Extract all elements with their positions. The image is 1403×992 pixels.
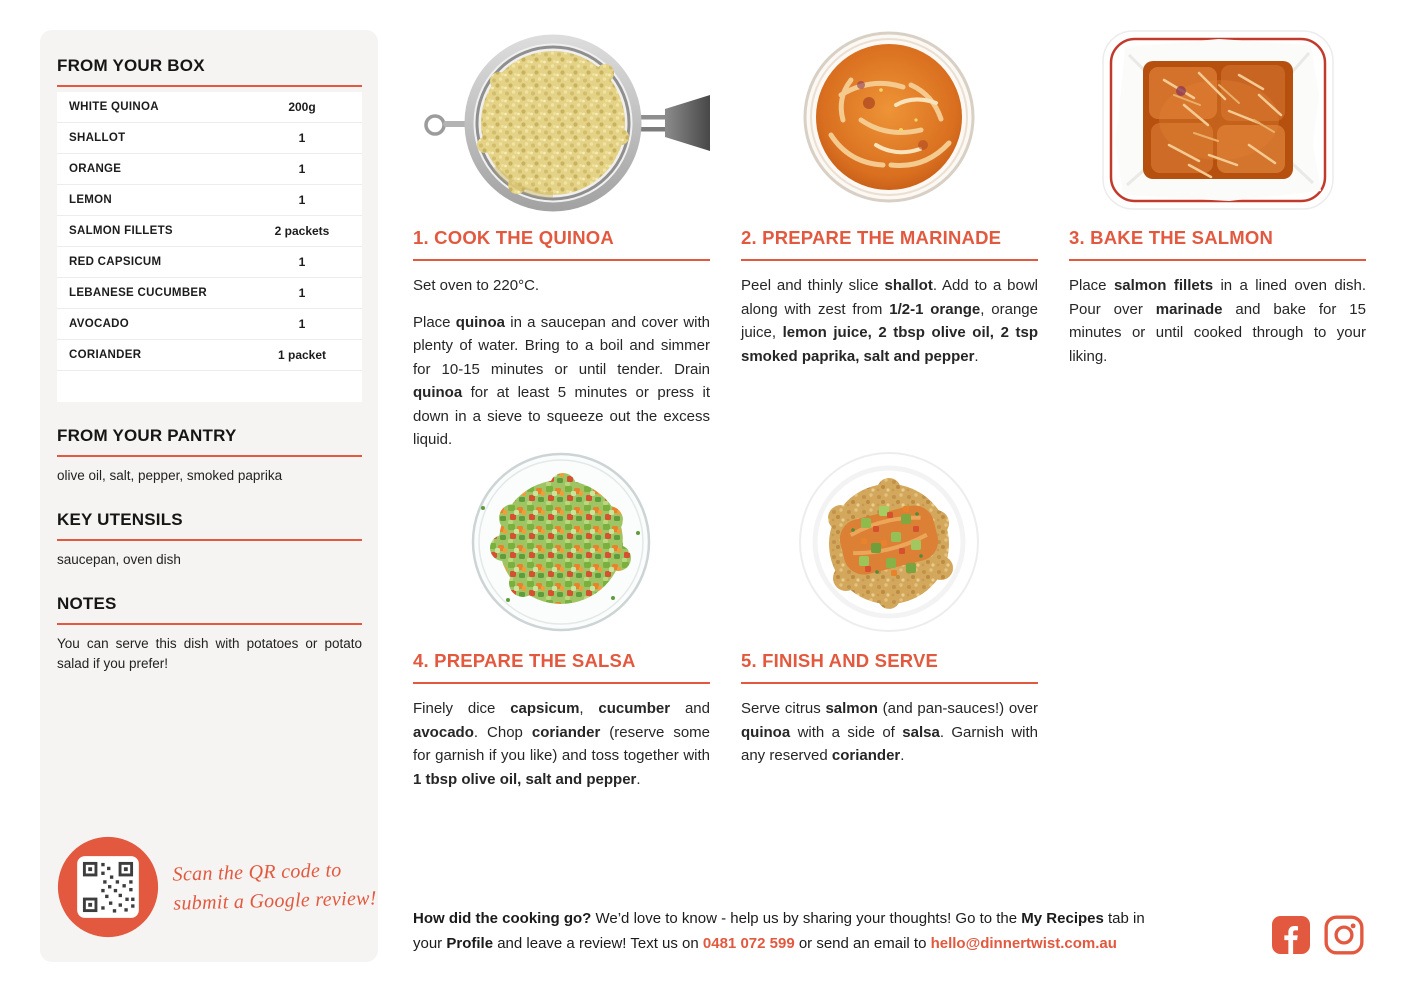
- ingredient-name: AVOCADO: [69, 318, 130, 330]
- qr-code: [55, 834, 161, 940]
- step-3-title: 3. BAKE THE SALMON: [1069, 227, 1366, 261]
- footer-message: [413, 907, 1145, 956]
- table-row: [57, 154, 362, 185]
- table-row: [57, 92, 362, 123]
- table-row: [57, 340, 362, 371]
- step-5-title: 5. FINISH AND SERVE: [741, 650, 1038, 684]
- ingredient-qty: 1: [298, 131, 306, 145]
- ingredient-qty: 1: [298, 193, 306, 207]
- salmon-dish-photo: [1069, 25, 1366, 217]
- step-5: [741, 448, 1038, 768]
- step-2: [741, 25, 1038, 368]
- table-row: [57, 123, 362, 154]
- ingredient-name: ORANGE: [69, 163, 122, 175]
- ingredient-qty: 2 packets: [274, 224, 330, 238]
- notes-section: [57, 594, 362, 674]
- key-utensils-section: [57, 510, 362, 570]
- ingredient-qty: 200g: [288, 100, 316, 114]
- utensils-text: saucepan, oven dish: [57, 552, 181, 567]
- qr-caption: [172, 855, 377, 918]
- utensils-section-title: KEY UTENSILS: [57, 510, 362, 541]
- footer-line-1: How did the cooking go? We’d love to know - help us by sharing your thoughts! Go to the My Recipes tab in: [413, 910, 1145, 927]
- from-your-box-section: [57, 56, 362, 402]
- plated-dish-photo: [741, 448, 1038, 640]
- email-link[interactable]: hello@dinnertwist.com.au: [930, 934, 1117, 952]
- ingredient-qty: 1: [298, 317, 306, 331]
- pantry-items-text: olive oil, salt, pepper, smoked paprika: [57, 468, 283, 483]
- notes-section-title: NOTES: [57, 594, 362, 625]
- sidebar: [40, 30, 378, 962]
- step-1-title: 1. COOK THE QUINOA: [413, 227, 710, 261]
- step-2-paragraph-1: Peel and thinly slice shallot. Add to a bowl along with zest from 1/2-1 orange, orange juice, lemon juice, 2 tbsp olive oil, 2 tsp smoked paprika, salt and pepper.: [741, 277, 1039, 365]
- review-qr-block: [55, 834, 376, 940]
- step-1-paragraph-1: Set oven to 220°C.: [413, 277, 540, 294]
- step-4-paragraph-1: Finely dice capsicum, cucumber and avocado. Chop coriander (reserve some for garnish if you like) and toss together with 1 tbsp olive oil, salt and pepper.: [413, 700, 710, 788]
- ingredient-qty: 1 packet: [277, 348, 327, 362]
- from-your-pantry-section: [57, 426, 362, 486]
- qr-caption-line2: submit a Google review!: [173, 887, 377, 915]
- table-row: [57, 278, 362, 309]
- social-links: [1272, 914, 1365, 961]
- salsa-photo: [413, 448, 710, 640]
- footer-line-2: your Profile and leave a review! Text us on 0481 072 599 or send an email to hello@dinnertwist.com.au: [413, 934, 1117, 952]
- step-2-title: 2. PREPARE THE MARINADE: [741, 227, 1038, 261]
- instagram-icon[interactable]: [1323, 914, 1365, 961]
- facebook-icon[interactable]: [1272, 916, 1310, 959]
- ingredient-name: SHALLOT: [69, 132, 126, 144]
- ingredient-qty: 1: [298, 162, 306, 176]
- ingredient-name: WHITE QUINOA: [69, 101, 159, 113]
- ingredient-name: LEBANESE CUCUMBER: [69, 287, 207, 299]
- step-1-paragraph-2: Place quinoa in a saucepan and cover with plenty of water. Bring to a boil and simmer for 10-15 minutes or until tender. Drain quinoa for at least 5 minutes or press it down in a sieve to squeeze out the excess liquid.: [413, 313, 710, 448]
- table-row: [57, 247, 362, 278]
- table-row: [57, 185, 362, 216]
- table-row: [57, 309, 362, 340]
- box-section-title: FROM YOUR BOX: [57, 56, 362, 87]
- step-4: [413, 448, 710, 791]
- pantry-section-title: FROM YOUR PANTRY: [57, 426, 362, 457]
- step-1: [413, 25, 710, 452]
- phone-link[interactable]: 0481 072 599: [702, 934, 795, 952]
- table-row: [57, 216, 362, 247]
- notes-text: You can serve this dish with potatoes or potato salad if you prefer!: [57, 636, 362, 671]
- ingredient-qty: 1: [298, 286, 306, 300]
- marinade-photo: [741, 25, 1038, 217]
- qr-caption-line1: Scan the QR code to: [172, 859, 342, 886]
- step-5-paragraph-1: Serve citrus salmon (and pan-sauces!) over quinoa with a side of salsa. Garnish with any reserved coriander.: [741, 700, 1039, 764]
- box-table: [57, 92, 362, 402]
- ingredient-name: LEMON: [69, 194, 113, 206]
- step-3: [1069, 25, 1366, 368]
- step-3-paragraph-1: Place salmon fillets in a lined oven dish. Pour over marinade and bake for 15 minutes or until cooked through to your liking.: [1069, 277, 1366, 365]
- step-4-title: 4. PREPARE THE SALSA: [413, 650, 710, 684]
- ingredient-name: RED CAPSICUM: [69, 256, 162, 268]
- ingredient-qty: 1: [298, 255, 306, 269]
- quinoa-photo: [413, 25, 710, 217]
- ingredient-name: CORIANDER: [69, 349, 142, 361]
- ingredient-name: SALMON FILLETS: [69, 225, 173, 237]
- table-row: [57, 371, 362, 402]
